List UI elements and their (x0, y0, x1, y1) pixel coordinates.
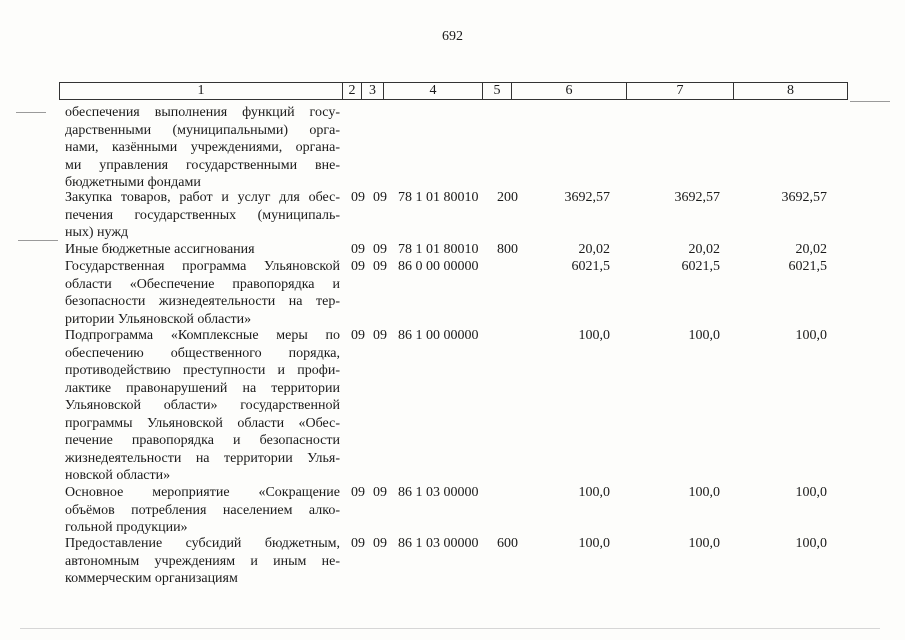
description-line: Иные бюджетные ассигнования (65, 242, 255, 257)
description-line: Государственная программа Ульяновской (65, 259, 340, 274)
row-description (65, 258, 340, 328)
cell-amount-col7: 20,02 (688, 242, 720, 257)
cell-amount-col8: 100,0 (795, 536, 827, 551)
cell-target-code: 86 1 03 00000 (398, 536, 479, 551)
cell-amount-col7: 100,0 (688, 328, 720, 343)
description-line: нами, казёнными учреждениями, органа- (65, 140, 340, 155)
cell-amount-col6: 100,0 (578, 536, 610, 551)
description-line: обеспечения выполнения функций госу- (65, 105, 340, 120)
description-line: Основное мероприятие «Сокращение (65, 485, 340, 500)
cell-amount-col6: 100,0 (578, 485, 610, 500)
row-description (65, 484, 340, 537)
cell-amount-col8: 3692,57 (781, 190, 827, 205)
cell-expense-type: 200 (497, 190, 518, 205)
column-header-8: 8 (734, 83, 848, 100)
row-description (65, 241, 340, 259)
cell-amount-col8: 100,0 (795, 485, 827, 500)
cell-amount-col7: 3692,57 (674, 190, 720, 205)
cell-target-code: 86 1 00 00000 (398, 328, 479, 343)
description-line: области «Обеспечение правопорядка и (65, 276, 340, 292)
cell-subsection: 09 (373, 259, 387, 274)
cell-amount-col6: 3692,57 (564, 190, 610, 205)
cell-target-code: 78 1 01 80010 (398, 242, 479, 257)
description-line: ных) нужд (65, 225, 129, 240)
cell-subsection: 09 (373, 536, 387, 551)
row-description (65, 327, 340, 485)
cell-amount-col7: 6021,5 (681, 259, 720, 274)
description-line: дарственными (муниципальными) орга- (65, 122, 340, 138)
cell-section: 09 (351, 328, 365, 343)
cell-target-code: 78 1 01 80010 (398, 190, 479, 205)
description-line: ритории Ульяновской области» (65, 311, 252, 327)
description-line: объёмов потребления населением алко- (65, 502, 340, 518)
description-line: автономным учреждениям и иным не- (65, 553, 340, 569)
column-header-3: 3 (362, 83, 384, 100)
cell-amount-col8: 6021,5 (788, 259, 827, 274)
description-line: программы Ульяновской области «Обес- (65, 415, 340, 431)
cell-amount-col6: 100,0 (578, 328, 610, 343)
cell-amount-col6: 20,02 (578, 242, 610, 257)
row-description (65, 535, 340, 588)
cell-section: 09 (351, 485, 365, 500)
description-line: безопасности жизнедеятельности на тер- (65, 294, 340, 309)
description-line: ми управления государственными вне- (65, 157, 340, 173)
cell-expense-type: 600 (497, 536, 518, 551)
column-header-5: 5 (483, 83, 512, 100)
cell-amount-col7: 100,0 (688, 485, 720, 500)
cell-amount-col8: 100,0 (795, 328, 827, 343)
cell-amount-col7: 100,0 (688, 536, 720, 551)
cell-section: 09 (351, 536, 365, 551)
description-line: Ульяновской области» государственной (65, 398, 340, 413)
cell-target-code: 86 0 00 00000 (398, 259, 479, 274)
cell-subsection: 09 (373, 242, 387, 257)
description-line: печение правопорядка и безопасности (65, 433, 340, 448)
description-line: Предоставление субсидий бюджетным, (65, 536, 340, 551)
column-header-4: 4 (384, 83, 483, 100)
description-line: Закупка товаров, работ и услуг для обес- (65, 190, 340, 205)
description-line: противодействию преступности и профи- (65, 363, 340, 378)
cell-subsection: 09 (373, 485, 387, 500)
description-line: жизнедеятельности на территории Улья- (65, 450, 340, 466)
cell-section: 09 (351, 242, 365, 257)
description-line: гольной продукции» (65, 520, 188, 535)
row-description (65, 104, 340, 192)
description-line: новской области» (65, 468, 171, 483)
cell-target-code: 86 1 03 00000 (398, 485, 479, 500)
description-line: Подпрограмма «Комплексные меры по (65, 328, 340, 343)
description-line: печения государственных (муниципаль- (65, 207, 340, 223)
description-line: лактике правонарушений на территории (65, 380, 340, 396)
description-line: обеспечению общественного порядка, (65, 345, 340, 361)
cell-amount-col8: 20,02 (795, 242, 827, 257)
cell-subsection: 09 (373, 328, 387, 343)
page-number: 692 (442, 29, 463, 44)
description-line: коммерческим организациям (65, 571, 238, 586)
cell-section: 09 (351, 190, 365, 205)
column-header-6: 6 (512, 83, 627, 100)
cell-section: 09 (351, 259, 365, 274)
cell-amount-col6: 6021,5 (571, 259, 610, 274)
cell-subsection: 09 (373, 190, 387, 205)
cell-expense-type: 800 (497, 242, 518, 257)
row-description (65, 189, 340, 242)
column-header-1: 1 (60, 83, 343, 100)
column-header-7: 7 (627, 83, 734, 100)
column-header-2: 2 (343, 83, 362, 100)
description-line: бюджетными фондами (65, 175, 201, 190)
